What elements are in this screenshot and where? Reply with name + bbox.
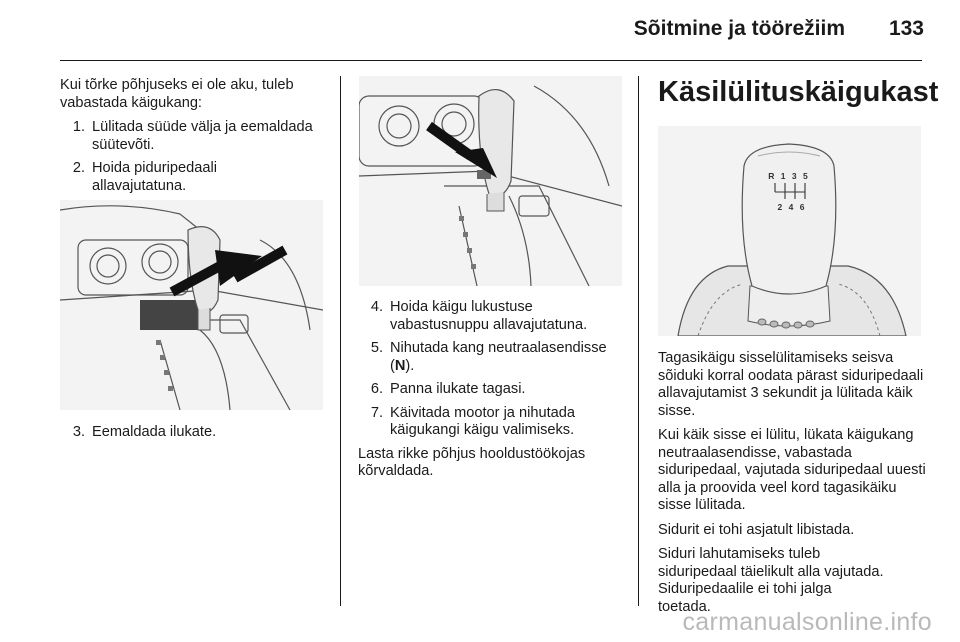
column-2-text — [358, 299, 628, 488]
list-item — [358, 381, 628, 399]
list-item — [358, 299, 628, 334]
column-1-text-lower — [60, 424, 330, 448]
figure-gear-lever-cover-arrow — [60, 200, 323, 410]
step-number: 1. — [72, 119, 85, 135]
column-divider-1 — [340, 76, 341, 606]
figure-gear-lock-release-button — [359, 76, 622, 286]
section-heading: Käsilülituskäigukast — [658, 76, 939, 108]
step-text: Käivitada mootor ja nihutada käigukangi käigu valimiseks. — [390, 404, 575, 438]
list-item — [358, 340, 628, 375]
intro-paragraph: Kui tõrke põhjuseks ei ole aku, tuleb vabastada käigukang: — [60, 77, 294, 111]
step-number: 5. — [370, 340, 383, 356]
neutral-gear-label: N — [394, 357, 406, 374]
step-text: Hoida käigu lukustuse vabastusnuppu allavajutatuna. — [390, 299, 588, 333]
gear-lock-release-illustration — [359, 76, 622, 286]
list-item — [60, 119, 330, 154]
column-divider-2 — [638, 76, 639, 606]
step-number: 6. — [370, 381, 383, 397]
page-section-title: Sõitmine ja töörežiim — [633, 17, 845, 40]
gear-lever-illustration — [60, 200, 323, 410]
step-text: Panna ilukate tagasi. — [390, 381, 526, 397]
header-rule — [60, 60, 922, 61]
paragraph: Siduri lahutamiseks tuleb siduripedaal täielikult alla vajutada. Siduripedaalile ei tohi jalga toetada. — [658, 546, 884, 615]
knob-label-bottom: 2 4 6 — [777, 202, 807, 212]
paragraph: Tagasikäigu sisselülitamiseks seisva sõiduki korral oodata pärast siduripedaali allavajutamist 3 sekundit ja lülitada käik sisse. — [658, 350, 924, 419]
paragraph: Sidurit ei tohi asjatult libistada. — [658, 521, 855, 538]
list-item — [60, 424, 330, 442]
step-text-part: ). — [405, 357, 415, 374]
step-number: 4. — [370, 299, 383, 315]
paragraph: Kui käik sisse ei lülitu, lükata käigukang neutraalasendisse, vabastada siduripedaal, vajutada siduripedaal uuesti alla ja proovida veel kord tagasikäiku sisse lülitada. — [658, 427, 926, 513]
list-item — [358, 405, 628, 440]
list-item — [60, 160, 330, 195]
step-text: Lülitada süüde välja ja eemaldada süütevõti. — [92, 119, 313, 153]
outro-paragraph: Lasta rikke põhjus hooldustöökojas kõrvaldada. — [358, 445, 586, 479]
step-text — [390, 340, 628, 375]
knob-label-top: R 1 3 5 — [768, 171, 810, 181]
page-number: 133 — [888, 17, 924, 40]
watermark-text: carmanualsonline.info — [682, 608, 932, 636]
step-text: Hoida piduripedaali allavajutatuna. — [92, 160, 217, 194]
column-1-text — [60, 77, 330, 201]
step-number: 7. — [370, 404, 383, 421]
step-text: Eemaldada ilukate. — [92, 424, 217, 440]
gear-knob-illustration — [658, 126, 921, 336]
step-number: 2. — [72, 160, 85, 176]
step-text-part: Nihutada kang neutraalasendisse ( — [390, 340, 607, 374]
step-number: 3. — [72, 424, 85, 440]
column-3-text — [658, 350, 928, 623]
figure-gear-knob-manual — [658, 126, 921, 336]
